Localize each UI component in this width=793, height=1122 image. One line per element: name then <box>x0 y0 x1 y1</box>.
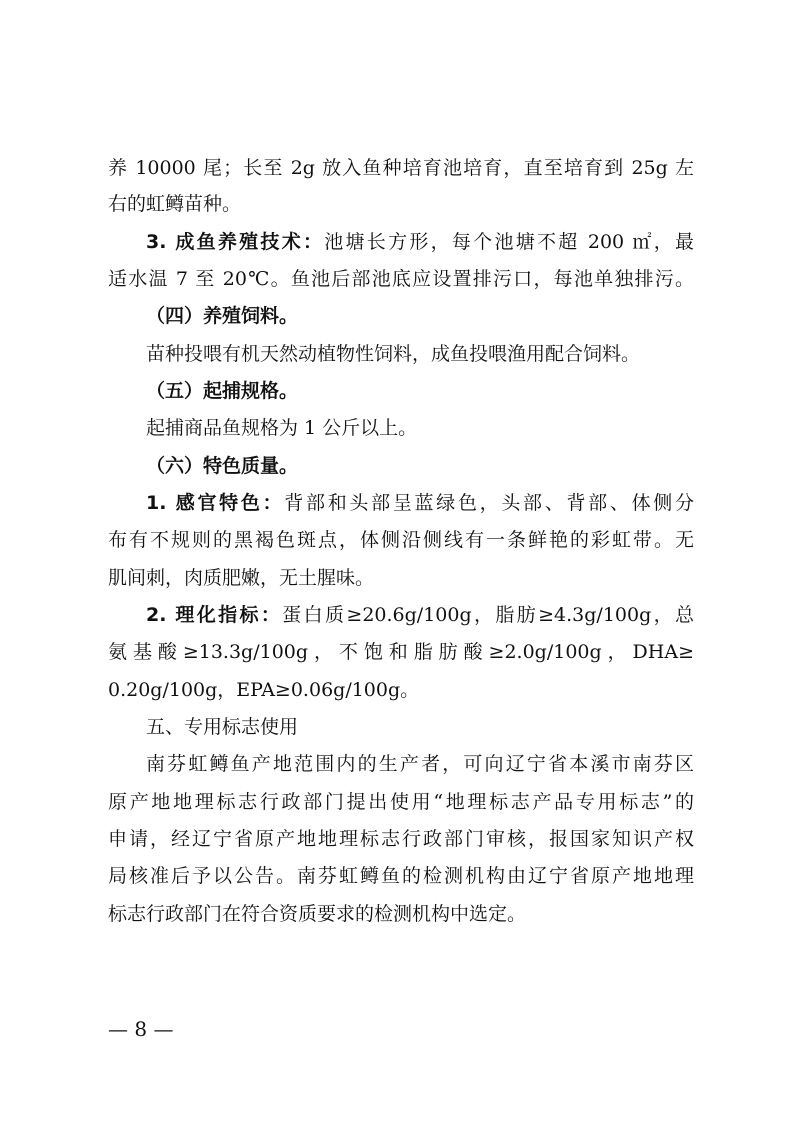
body-line: 肌间刺，肉质肥嫩，无土腥味。 <box>108 567 375 589</box>
numbered-paragraph-line <box>146 490 694 516</box>
body-line: 右的虹鳟苗种。 <box>108 193 242 215</box>
body-line: 苗种投喂有机天然动植物性饲料，成鱼投喂渔用配合饲料。 <box>146 343 641 365</box>
body-line: 申请，经辽宁省原产地地理标志行政部门审核，报国家知识产权 <box>108 828 694 850</box>
page-number: — 8 — <box>108 1017 174 1041</box>
body-line: 起捕商品鱼规格为 1 公斤以上。 <box>146 417 418 439</box>
paragraph-text: 蛋白质≥20.6g/100g，脂肪≥4.3g/100g，总 <box>282 604 694 626</box>
subsection-heading: （四）养殖饲料。 <box>146 305 299 327</box>
paragraph-text: 背部和头部呈蓝绿色，头部、背部、体侧分 <box>284 492 694 514</box>
numbered-paragraph-line <box>146 229 694 255</box>
numbered-paragraph-line <box>146 602 694 628</box>
subsection-heading: （五）起捕规格。 <box>146 380 299 402</box>
body-line: 养 10000 尾；长至 2g 放入鱼种培育池培育，直至培育到 25g 左 <box>108 157 694 179</box>
body-line: 原产地地理标志行政部门提出使用“地理标志产品专用标志”的 <box>108 791 694 813</box>
body-line: 氨基酸≥13.3g/100g，不饱和脂肪酸≥2.0g/100g，DHA≥ <box>108 641 694 663</box>
paragraph-lead: 2. 理化指标： <box>146 604 283 626</box>
section-heading: 五、专用标志使用 <box>146 716 299 738</box>
paragraph-text: 池塘长方形，每个池塘不超 200 ㎡，最 <box>324 231 694 253</box>
body-line: 布有不规则的黑褐色斑点，体侧沿侧线有一条鲜艳的彩虹带。无 <box>108 529 694 551</box>
body-line: 适水温 7 至 20℃。鱼池后部池底应设置排污口，每池单独排污。 <box>108 268 694 290</box>
paragraph-lead: 1. 感官特色： <box>146 492 285 514</box>
body-line: 标志行政部门在符合资质要求的检测机构中选定。 <box>108 903 527 925</box>
subsection-heading: （六）特色质量。 <box>146 455 299 477</box>
body-line: 南芬虹鳟鱼产地范围内的生产者，可向辽宁省本溪市南芬区 <box>146 753 694 775</box>
paragraph-lead: 3. 成鱼养殖技术： <box>146 231 325 253</box>
body-line: 局核准后予以公告。南芬虹鳟鱼的检测机构由辽宁省原产地地理 <box>108 865 694 887</box>
body-line: 0.20g/100g，EPA≥0.06g/100g。 <box>108 679 420 701</box>
